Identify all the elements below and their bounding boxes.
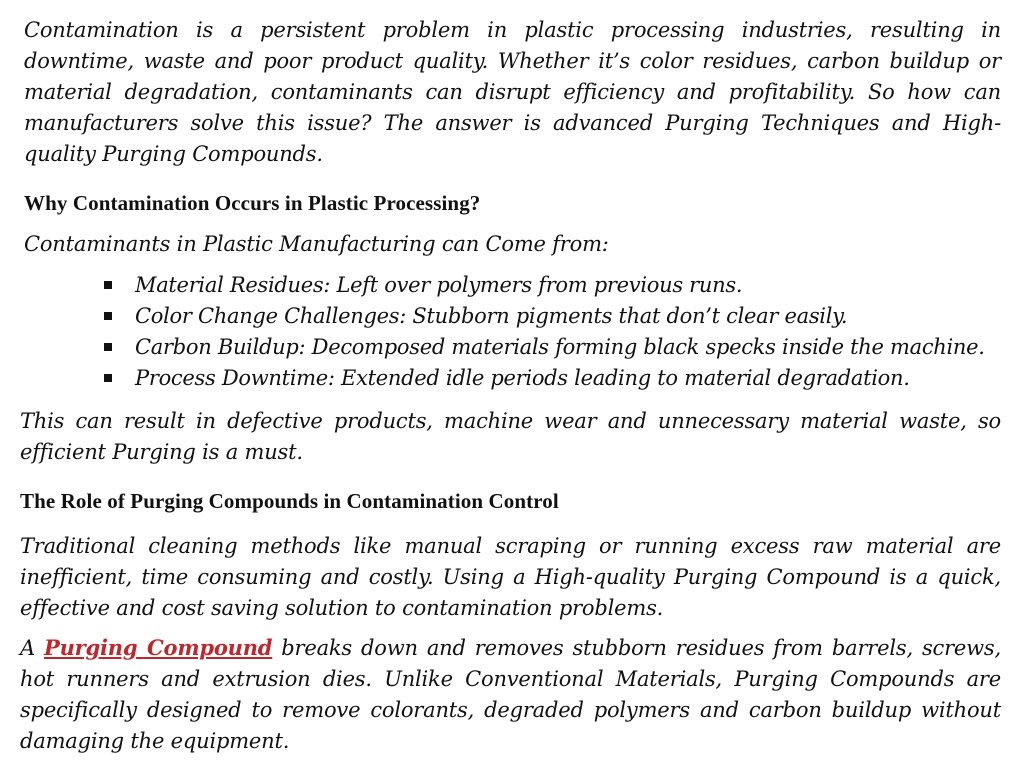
purging-compound-link[interactable]: Purging Compound [44, 635, 273, 660]
list-item [102, 363, 985, 394]
paragraph-lead: A [20, 636, 44, 660]
list-item [102, 301, 985, 332]
list-item-text: Material Residues: Left over polymers from previous runs. [135, 273, 743, 297]
list-item [102, 270, 985, 301]
square-bullet-icon [104, 343, 112, 351]
sources-intro: Contaminants in Plastic Manufacturing can Come from: [24, 232, 609, 256]
square-bullet-icon [104, 312, 112, 320]
contaminant-sources-list [102, 270, 985, 394]
list-item-text: Color Change Challenges: Stubborn pigments that don’t clear easily. [135, 304, 848, 328]
paragraph-body: breaks down and removes stubborn residues from barrels, screws, hot runners and extrusion dies. Unlike Conventional Materials, Purging Compounds are specifically designed to remove colorants, degraded polymers and carbon buildup without damaging the equipment. [20, 636, 1001, 753]
square-bullet-icon [104, 281, 112, 289]
list-item [102, 332, 985, 363]
traditional-methods-paragraph: Traditional cleaning methods like manual scraping or running excess raw material are inefficient, time consuming and costly. Using a High-quality Purging Compound is a quick, effective and cost saving solution to contamination problems. [20, 534, 1001, 620]
list-item-text: Process Downtime: Extended idle periods leading to material degradation. [135, 366, 910, 390]
square-bullet-icon [104, 374, 112, 382]
purging-compound-paragraph [20, 632, 1001, 757]
section-heading-role-of-purging: The Role of Purging Compounds in Contamination Control [20, 489, 559, 513]
intro-paragraph: Contamination is a persistent problem in plastic processing industries, resulting in downtime, waste and poor product quality. Whether it’s color residues, carbon buildup or material degradation, contaminants can disrupt efficiency and profitability. So how can manufacturers solve this issue? The answer is advanced Purging Techniques and High-quality Purging Compounds. [24, 18, 1001, 166]
result-paragraph: This can result in defective products, machine wear and unnecessary material waste, so efficient Purging is a must. [20, 409, 1001, 464]
section-heading-why-contamination: Why Contamination Occurs in Plastic Processing? [24, 191, 481, 215]
list-item-text: Carbon Buildup: Decomposed materials forming black specks inside the machine. [135, 335, 985, 359]
